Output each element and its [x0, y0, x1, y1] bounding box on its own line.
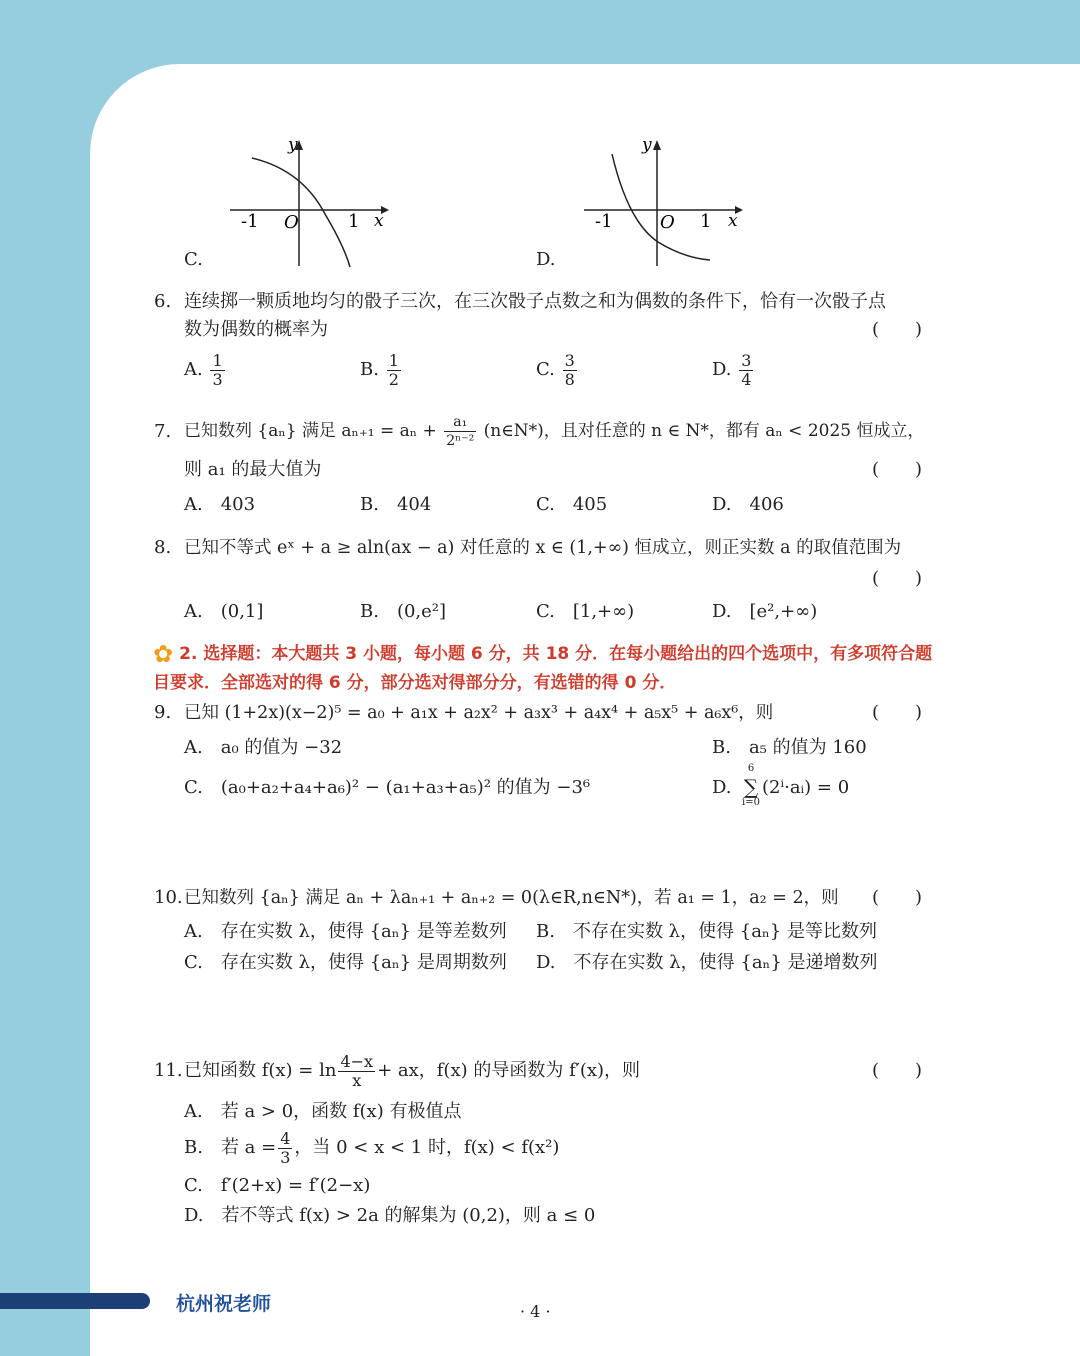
- q8-option-b[interactable]: B. (0,e²]: [360, 601, 447, 622]
- q7-option-c[interactable]: C. 405: [536, 494, 608, 515]
- section-2-header: [153, 640, 943, 698]
- q6-number: 6.: [154, 291, 172, 312]
- q10-option-b[interactable]: B. 不存在实数 λ，使得 {aₙ} 是等比数列: [536, 921, 877, 942]
- q11-option-c[interactable]: C. f′(2+x) = f′(2−x): [184, 1175, 371, 1196]
- q8-number: 8.: [154, 537, 172, 558]
- q6-line2: 数为偶数的概率为: [184, 319, 328, 340]
- q6-option-d[interactable]: D. $\frac{3}{4}$: [712, 350, 752, 389]
- q8-option-d[interactable]: D. [e²,+∞): [712, 601, 818, 622]
- q6-option-a[interactable]: A. $\frac{1}{3}$: [184, 350, 223, 389]
- q11-line1: 已知函数 f(x) = ln $\frac{4-x}{x}$ + ax，f(x) 的导函数为 f′(x)，则: [184, 1051, 641, 1090]
- q8-line1: 已知不等式 eˣ + a ≥ aln(ax − a) 对任意的 x ∈ (1,+∞) 恒成立，则正实数 a 的取值范围为: [184, 538, 902, 558]
- q10-option-d[interactable]: D. 不存在实数 λ，使得 {aₙ} 是递增数列: [536, 952, 878, 973]
- graph-c-y: y: [288, 135, 298, 155]
- graph-c-origin: O: [284, 212, 299, 233]
- q6-line1: 连续掷一颗质地均匀的骰子三次，在三次骰子点数之和为偶数的条件下，恰有一次骰子点: [184, 291, 886, 312]
- q7-number: 7.: [154, 421, 172, 442]
- q10-option-a[interactable]: A. 存在实数 λ，使得 {aₙ} 是等差数列: [184, 921, 507, 942]
- q8-option-c[interactable]: C. [1,+∞): [536, 601, 635, 622]
- q11-answer-paren[interactable]: ( ): [872, 1060, 923, 1081]
- q10-line1: 已知数列 {aₙ} 满足 aₙ + λaₙ₊₁ + aₙ₊₂ = 0(λ∈R,n∈N*)，若 a₁ = 1，a₂ = 2，则: [184, 888, 839, 908]
- flower-icon: ✿: [153, 640, 174, 668]
- graph-d-pos1: 1: [700, 211, 712, 232]
- q7-answer-paren[interactable]: ( ): [872, 459, 923, 480]
- q8-answer-paren[interactable]: ( ): [872, 568, 923, 589]
- q7-line1: 已知数列 {aₙ} 满足 aₙ₊₁ = aₙ + $\frac{\text{a₁}}{\text{2ⁿ⁻²}}$ (n∈N*)，且对任意的 n ∈ N*，都有 aₙ < 2025 恒成立，: [184, 414, 925, 449]
- graph-c-x: x: [374, 211, 384, 231]
- q7-line2: 则 a₁ 的最大值为: [184, 459, 322, 480]
- q6-option-c[interactable]: C. $\frac{3}{8}$: [536, 350, 575, 389]
- footer-brand: 杭州祝老师: [176, 1293, 272, 1315]
- graph-d-neg1: -1: [595, 211, 613, 232]
- q7-option-d[interactable]: D. 406: [712, 494, 784, 515]
- graph-c-label[interactable]: C.: [184, 249, 203, 270]
- q10-number: 10.: [154, 887, 183, 908]
- footer-bar: [0, 1293, 150, 1309]
- page-number: · 4 ·: [520, 1302, 551, 1321]
- graph-d-label[interactable]: D.: [536, 249, 556, 270]
- q8-option-a[interactable]: A. (0,1]: [184, 601, 264, 622]
- q11-option-d[interactable]: D. 若不等式 f(x) > 2a 的解集为 (0,2)，则 a ≤ 0: [184, 1205, 596, 1226]
- graph-c: [222, 134, 402, 270]
- q9-option-c[interactable]: C. (a₀+a₂+a₄+a₆)² − (a₁+a₃+a₅)² 的值为 −3⁶: [184, 777, 591, 798]
- graph-d-y: y: [642, 135, 652, 155]
- graph-c-neg1: -1: [241, 211, 259, 232]
- section-2-text: 2. 选择题：本大题共 3 小题，每小题 6 分，共 18 分．在每小题给出的四个选项中，有多项符合题目要求．全部选对的得 6 分，部分选对得部分分，有选错的得 0 分．: [153, 644, 933, 693]
- q9-line1: 已知 (1+2x)(x−2)⁵ = a₀ + a₁x + a₂x² + a₃x³ + a₄x⁴ + a₅x⁵ + a₆x⁶，则: [184, 703, 774, 723]
- q7-option-b[interactable]: B. 404: [360, 494, 432, 515]
- q11-option-a[interactable]: A. 若 a > 0，函数 f(x) 有极值点: [184, 1101, 462, 1122]
- q11-number: 11.: [154, 1060, 183, 1081]
- q11-option-b[interactable]: B. 若 a = $\frac{4}{3}$ ，当 0 < x < 1 时，f(x) < f(x²): [184, 1128, 560, 1167]
- q10-option-c[interactable]: C. 存在实数 λ，使得 {aₙ} 是周期数列: [184, 952, 507, 973]
- q9-answer-paren[interactable]: ( ): [872, 702, 923, 723]
- q6-answer-paren[interactable]: ( ): [872, 319, 923, 340]
- graph-d-origin: O: [660, 212, 675, 233]
- q9-option-b[interactable]: B. a₅ 的值为 160: [712, 737, 867, 758]
- graph-d: [576, 134, 756, 270]
- graph-c-pos1: 1: [348, 211, 360, 232]
- q9-number: 9.: [154, 702, 172, 723]
- graph-d-x: x: [728, 211, 738, 231]
- q9-option-a[interactable]: A. a₀ 的值为 −32: [184, 737, 343, 758]
- q6-option-b[interactable]: B. $\frac{1}{2}$: [360, 350, 399, 389]
- q7-option-a[interactable]: A. 403: [184, 494, 256, 515]
- q10-answer-paren[interactable]: ( ): [872, 887, 923, 908]
